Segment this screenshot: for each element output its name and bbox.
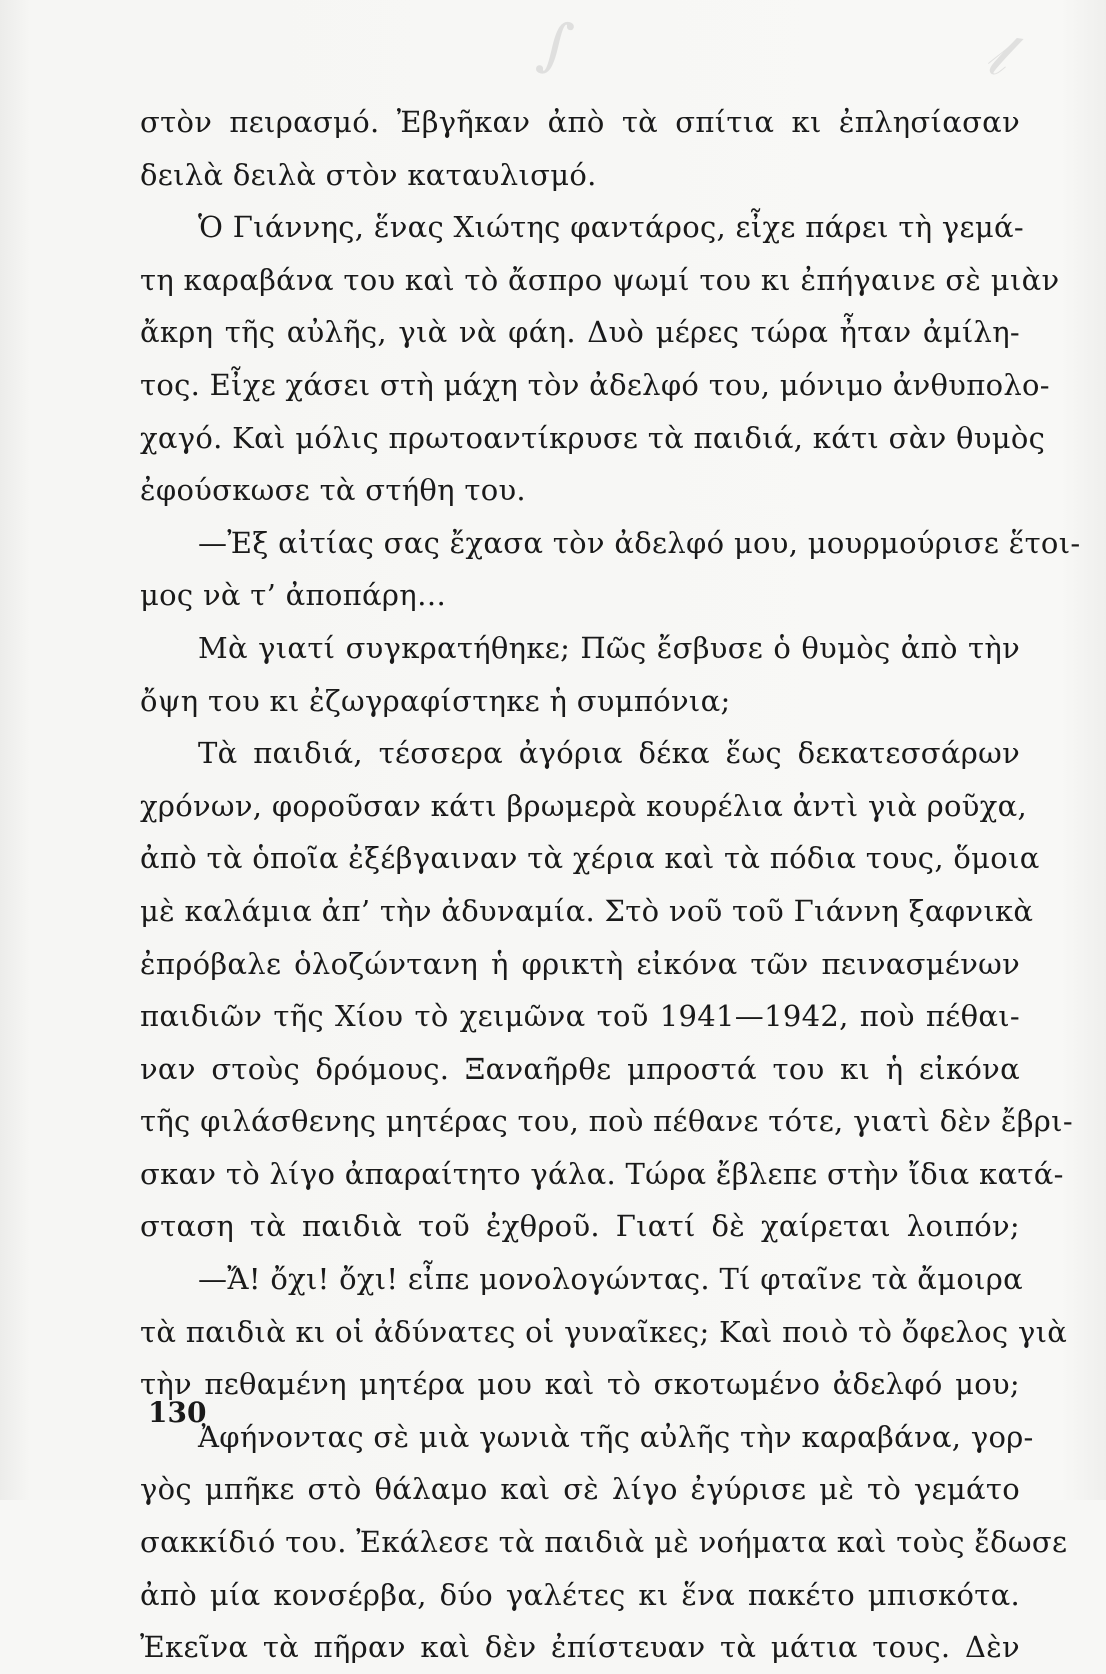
text-line: σταση τὰ παιδιὰ τοῦ ἐχθροῦ. Γιατί δὲ χαίρεται λοιπόν; (140, 1209, 1020, 1244)
text-line: στὸν πειρασμό. Ἐβγῆκαν ἀπὸ τὰ σπίτια κι ἐπλησίασαν (140, 105, 1020, 139)
text-line: τὰ παιδιὰ κι οἱ ἀδύνατες οἱ γυναῖκες; Καὶ ποιὸ τὸ ὄφελος γιὰ (140, 1314, 1068, 1349)
text-line: —Ἐξ αἰτίας σας ἔχασα τὸν ἀδελφό μου, μουρμούρισε ἕτοι- (198, 525, 1081, 560)
text-line: τος. Εἶχε χάσει στὴ μάχη τὸν ἀδελφό του, μόνιμο ἀνθυπολο- (140, 367, 1050, 402)
text-line: ἀπὸ τὰ ὁποῖα ἐξέβγαιναν τὰ χέρια καὶ τὰ πόδια τους, ὅμοια (140, 841, 1040, 876)
text-line: ἀπὸ μία κονσέρβα, δύο γαλέτες κι ἕνα πακέτο μπισκότα. (140, 1577, 1020, 1612)
text-line: ἄκρη τῆς αὐλῆς, γιὰ νὰ φάη. Δυὸ μέρες τώρα ἦταν ἀμίλη- (140, 315, 1020, 350)
text-line: σακκίδιό του. Ἐκάλεσε τὰ παιδιὰ μὲ νοήματα καὶ τοὺς ἔδωσε (140, 1525, 1068, 1560)
text-line: χαγό. Καὶ μόλις πρωτοαντίκρυσε τὰ παιδιά, κάτι σὰν θυμὸς (140, 420, 1046, 455)
text-line: ναν στοὺς δρόμους. Ξαναῆρθε μπροστά του κι ἡ εἰκόνα (140, 1051, 1020, 1086)
scan-pencil-mark: 𝓁 (982, 18, 1017, 92)
page-number: 130 (148, 1396, 207, 1429)
body-text (140, 96, 1081, 1674)
text-line: γὸς μπῆκε στὸ θάλαμο καὶ σὲ λίγο ἐγύρισε μὲ τὸ γεμάτο (140, 1472, 1020, 1507)
text-line: χρόνων, φοροῦσαν κάτι βρωμερὰ κουρέλια ἀντὶ γιὰ ροῦχα, (140, 788, 1027, 823)
text-line: δειλὰ δειλὰ στὸν καταυλισμό. (140, 157, 597, 192)
text-line: μος νὰ τ’ ἀποπάρη… (140, 578, 447, 613)
text-line: ἐφούσκωσε τὰ στήθη του. (140, 473, 526, 508)
text-line: τῆς φιλάσθενης μητέρας του, ποὺ πέθανε τότε, γιατὶ δὲν ἔβρι- (140, 1104, 1073, 1139)
text-line: παιδιῶν τῆς Χίου τὸ χειμῶνα τοῦ 1941—1942, ποὺ πέθαι- (140, 999, 1020, 1034)
text-line: Ἐκεῖνα τὰ πῆραν καὶ δὲν ἐπίστευαν τὰ μάτια τους. Δὲν (140, 1630, 1020, 1665)
text-line: Ὁ Γιάννης, ἕνας Χιώτης φαντάρος, εἶχε πάρει τὴ γεμά- (198, 210, 1024, 245)
text-line: ἐπρόβαλε ὁλοζώντανη ἡ φρικτὴ εἰκόνα τῶν πεινασμένων (140, 946, 1020, 981)
text-line: μὲ καλάμια ἀπ’ τὴν ἀδυναμία. Στὸ νοῦ τοῦ Γιάννη ξαφνικὰ (140, 893, 1034, 928)
text-line: Ἀφήνοντας σὲ μιὰ γωνιὰ τῆς αὐλῆς τὴν καραβάνα, γορ- (198, 1419, 1034, 1454)
text-line: σκαν τὸ λίγο ἀπαραίτητο γάλα. Τώρα ἔβλεπε στὴν ἴδια κατά- (140, 1156, 1064, 1191)
text-line: Μὰ γιατί συγκρατήθηκε; Πῶς ἔσβυσε ὁ θυμὸς ἀπὸ τὴν (198, 630, 1020, 665)
text-line: —Ἄ! ὄχι! ὄχι! εἶπε μονολογώντας. Τί φταῖνε τὰ ἄμοιρα (198, 1262, 1023, 1297)
text-line: τὴν πεθαμένη μητέρα μου καὶ τὸ σκοτωμένο ἀδελφό μου; (140, 1367, 1020, 1402)
scan-pencil-mark: ∫ (533, 7, 579, 83)
text-line: ὄψη του κι ἐζωγραφίστηκε ἡ συμπόνια; (140, 683, 731, 718)
text-line: Τὰ παιδιά, τέσσερα ἀγόρια δέκα ἕως δεκατεσσάρων (198, 736, 1020, 771)
text-line: τη καραβάνα του καὶ τὸ ἄσπρο ψωμί του κι ἐπήγαινε σὲ μιὰν (140, 262, 1060, 297)
